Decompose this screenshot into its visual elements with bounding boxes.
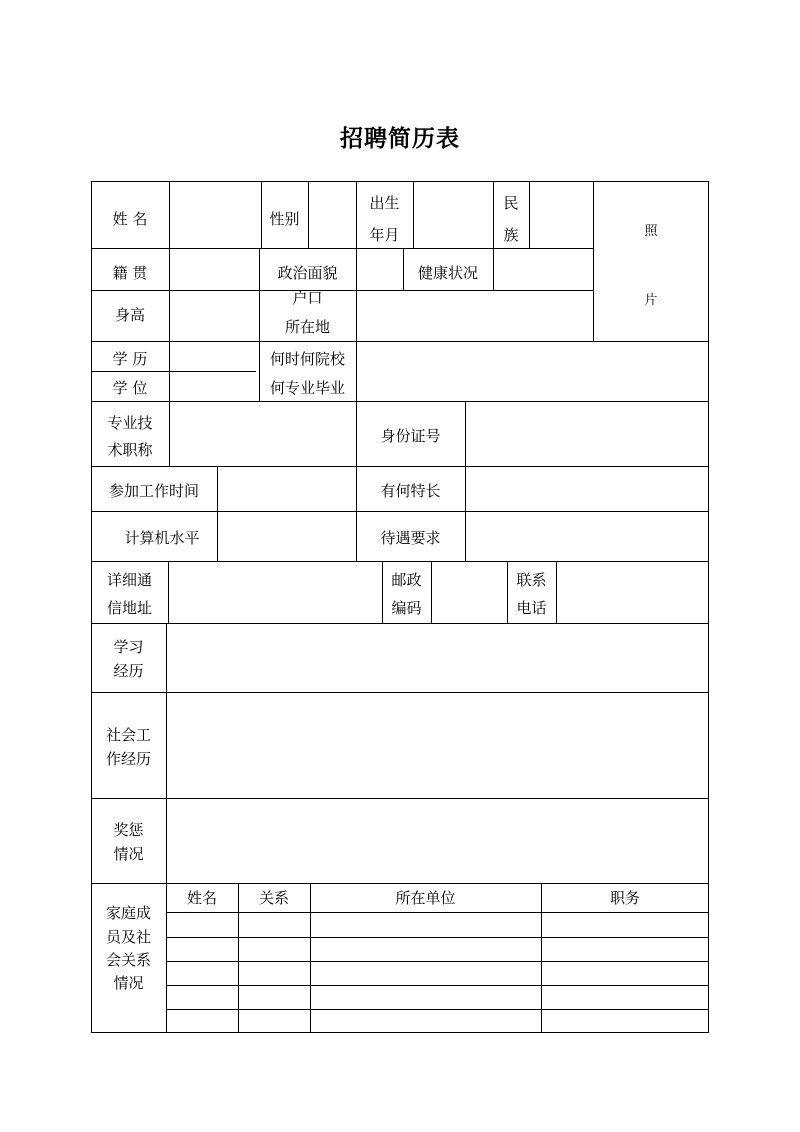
col-divider: [431, 561, 432, 623]
row-divider: [91, 341, 709, 342]
col-divider: [356, 290, 357, 341]
row-divider: [91, 401, 709, 402]
row-divider: [91, 371, 256, 372]
gender-label: 性别: [269, 210, 300, 228]
photo-label-line1: 照: [644, 224, 658, 239]
family-header-name: 姓名: [186, 889, 217, 907]
work-start-label: 参加工作时间: [108, 482, 199, 500]
col-divider: [413, 181, 414, 248]
col-divider: [465, 401, 466, 561]
col-divider: [169, 181, 170, 401]
birth-date-label-line1: 出生: [369, 194, 400, 212]
computer-level-label: 计算机水平: [124, 529, 200, 547]
row-divider: [91, 248, 593, 249]
postcode-label-line2: 编码: [391, 599, 422, 617]
name-label: 姓 名: [112, 210, 148, 228]
postcode-label-line1: 邮政: [391, 571, 422, 589]
degree-label: 学 位: [112, 379, 148, 397]
study-history-label-line1: 学习: [113, 638, 144, 656]
family-label-line2: 员及社: [105, 928, 151, 946]
row-divider: [91, 623, 709, 624]
phone-label-line1: 联系: [516, 571, 547, 589]
political-status-label: 政治面貌: [277, 264, 338, 282]
col-divider: [168, 561, 169, 623]
social-work-label-line1: 社会工: [105, 726, 151, 744]
ethnicity-label-line2: 族: [503, 226, 519, 244]
family-label-line3: 会关系: [105, 951, 151, 969]
col-divider: [308, 181, 309, 248]
family-label-line4: 情况: [113, 974, 144, 992]
family-header-position: 职务: [609, 889, 640, 907]
graduation-school-label-line1: 何时何院校: [269, 350, 345, 368]
birth-date-label-line2: 年月: [369, 226, 400, 244]
hukou-label-line1: 户口: [292, 289, 323, 307]
row-divider: [91, 466, 709, 467]
social-work-label-line2: 作经历: [105, 750, 151, 768]
col-divider: [556, 561, 557, 623]
phone-label-line2: 电话: [516, 599, 547, 617]
ethnicity-label-line1: 民: [503, 194, 519, 212]
specialty-label: 有何特长: [380, 482, 441, 500]
health-status-label: 健康状况: [417, 264, 478, 282]
row-divider: [91, 883, 709, 884]
family-header-workplace: 所在单位: [395, 889, 456, 907]
awards-label-line1: 奖惩: [113, 821, 144, 839]
height-label: 身高: [114, 306, 145, 324]
family-row-divider: [166, 985, 709, 986]
awards-label-line2: 情况: [113, 845, 144, 863]
education-label: 学 历: [112, 350, 148, 368]
professional-title-label-line2: 术职称: [107, 441, 153, 459]
col-divider: [356, 248, 357, 290]
page-title: 招聘简历表: [340, 125, 460, 152]
col-divider: [493, 248, 494, 290]
col-divider: [593, 181, 594, 341]
family-row-divider: [166, 961, 709, 962]
address-label-line1: 详细通: [106, 571, 152, 589]
row-divider: [91, 561, 709, 562]
study-history-label-line2: 经历: [113, 662, 144, 680]
row-divider: [91, 511, 709, 512]
family-row-divider: [166, 1009, 709, 1010]
graduation-school-label-line2: 何专业毕业: [269, 379, 345, 397]
family-label-line1: 家庭成: [105, 904, 151, 922]
family-row-divider: [166, 912, 709, 913]
id-number-label: 身份证号: [380, 427, 441, 445]
col-divider: [169, 401, 170, 466]
col-divider: [166, 623, 167, 1033]
native-place-label: 籍 贯: [112, 264, 148, 282]
hukou-label-line2: 所在地: [284, 318, 330, 336]
col-divider: [356, 341, 357, 401]
photo-label-line2: 片: [644, 293, 658, 308]
col-divider: [529, 181, 530, 248]
row-divider: [91, 692, 709, 693]
professional-title-label-line1: 专业技: [107, 414, 153, 432]
family-header-relation: 关系: [258, 889, 289, 907]
row-divider: [91, 798, 709, 799]
family-row-divider: [166, 937, 709, 938]
salary-expectation-label: 待遇要求: [380, 529, 441, 547]
address-label-line2: 信地址: [106, 599, 152, 617]
